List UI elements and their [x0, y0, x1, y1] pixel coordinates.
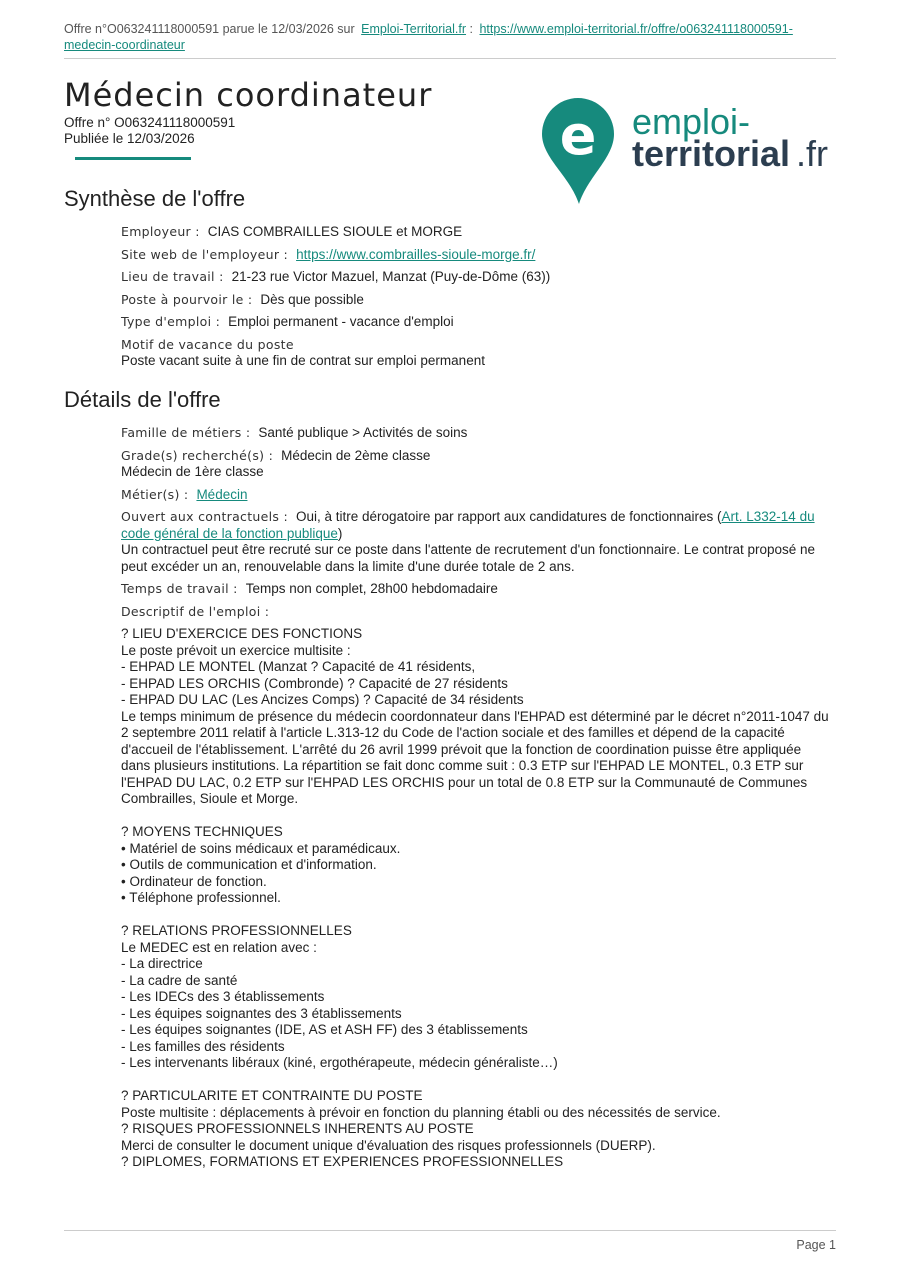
descriptif-line: - Les intervenants libéraux (kiné, ergothérapeute, médecin généraliste…)	[121, 1055, 558, 1070]
employeur-label: Employeur :	[121, 224, 200, 239]
accent-bar	[75, 157, 191, 160]
details-section	[121, 425, 831, 1171]
svg-text:emploi-: emploi-	[632, 101, 751, 142]
descriptif-line: ? RISQUES PROFESSIONNELS INHERENTS AU POSTE	[121, 1121, 474, 1136]
emploi-territorial-logo	[540, 96, 830, 213]
descriptif-row	[121, 604, 831, 621]
grade-row	[121, 448, 831, 481]
type-label: Type d'emploi :	[121, 314, 221, 329]
descriptif-label: Descriptif de l'emploi :	[121, 603, 270, 619]
lieu-value: 21-23 rue Victor Mazuel, Manzat (Puy-de-Dôme (63))	[231, 269, 551, 284]
descriptif-line	[121, 808, 831, 825]
famille-label: Famille de métiers :	[121, 425, 251, 440]
motif-label: Motif de vacance du poste	[121, 336, 294, 352]
temps-row	[121, 581, 831, 598]
metier-link[interactable]: Médecin	[196, 486, 248, 502]
descriptif-line: - Les équipes soignantes (IDE, AS et ASH FF) des 3 établissements	[121, 1022, 528, 1037]
employeur-value: CIAS COMBRAILLES SIOULE et MORGE	[207, 224, 463, 239]
descriptif-line	[121, 907, 831, 924]
descriptif-line: - EHPAD LES ORCHIS (Combronde) ? Capacité de 27 résidents	[121, 675, 508, 691]
employer-site-link[interactable]: https://www.combrailles-sioule-morge.fr/	[296, 246, 536, 262]
grade-value-2: Médecin de 1ère classe	[121, 464, 264, 479]
descriptif-line: ? LIEU D'EXERCICE DES FONCTIONS	[121, 626, 363, 641]
descriptif-line: • Outils de communication et d'information.	[121, 857, 377, 872]
site-row	[121, 247, 831, 264]
descriptif-line: - EHPAD LE MONTEL (Manzat ? Capacité de 41 résidents,	[121, 659, 476, 674]
page-title: Médecin coordinateur	[64, 76, 433, 114]
poste-label: Poste à pourvoir le :	[121, 291, 253, 307]
descriptif-line: Le temps minimum de présence du médecin coordonnateur dans l'EHPAD est déterminé par le décret n°2011-1047 du 2 septembre 2011 relatif à l'article L.313-12 du Code de l'action sociale et des familles et dépend de la capacité d'accueil de l'établissement. L'arrêté du 26 avril 1999 prévoit que la fonction de coordination puisse être appliquée dans plusieurs institutions. La répartition se fait donc comme suit : 0.3 ETP sur l'EHPAD LE MONTEL, 0.3 ETP sur l'EHPAD DU LAC, 0.2 ETP sur l'EHPAD LES ORCHIS pour un total de 0.8 ETP sur la Communauté de Communes Combrailles, Sioule et Morge.	[121, 708, 829, 806]
page-number: Page 1	[796, 1238, 836, 1252]
metier-row	[121, 487, 831, 504]
synthese-section	[121, 224, 831, 376]
descriptif-line: • Téléphone professionnel.	[121, 890, 281, 905]
descriptif-line: - EHPAD DU LAC (Les Ancizes Comps) ? Capacité de 34 résidents	[121, 692, 524, 707]
grade-label: Grade(s) recherché(s) :	[121, 447, 274, 463]
motif-value: Poste vacant suite à une fin de contrat sur emploi permanent	[121, 353, 485, 368]
contractuels-value: Oui, à titre dérogatoire par rapport aux candidatures de fonctionnaires (	[296, 509, 722, 524]
descriptif-line: - Les IDECs des 3 établissements	[121, 989, 325, 1004]
contractuels-end: )	[337, 525, 343, 541]
type-value: Emploi permanent - vacance d'emploi	[228, 314, 454, 329]
svg-text:.fr: .fr	[796, 133, 828, 174]
descriptif-line: Merci de consulter le document unique d'évaluation des risques professionnels (DUERP).	[121, 1137, 656, 1153]
article-link[interactable]: Art. L332-14 du code général de la fonction publique	[121, 509, 815, 541]
descriptif-line: - Les familles des résidents	[121, 1038, 285, 1054]
lieu-label: Lieu de travail :	[121, 269, 224, 284]
descriptif-line: ? PARTICULARITE ET CONTRAINTE DU POSTE	[121, 1088, 423, 1103]
employeur-row	[121, 224, 831, 241]
descriptif-line: Le poste prévoit un exercice multisite :	[121, 642, 351, 658]
poste-row	[121, 292, 831, 309]
contractuels-note: Un contractuel peut être recruté sur ce poste dans l'attente de recrutement d'un fonctionnaire. Le contrat proposé ne peut excéder un an, renouvelable dans la limite d'une durée totale de 2 ans.	[121, 542, 816, 574]
famille-row	[121, 425, 831, 442]
descriptif-line: - La cadre de santé	[121, 972, 238, 988]
lieu-row	[121, 269, 831, 286]
metier-label: Métier(s) :	[121, 486, 189, 502]
svg-text:e: e	[559, 104, 597, 167]
descriptif-line: ? MOYENS TECHNIQUES	[121, 824, 283, 839]
descriptif-line: Poste multisite : déplacements à prévoir en fonction du planning établi ou des nécessités de service.	[121, 1104, 721, 1120]
published-date: Publiée le 12/03/2026	[64, 131, 195, 146]
descriptif-text	[121, 626, 831, 1171]
descriptif-line: Le MEDEC est en relation avec :	[121, 939, 317, 955]
motif-row	[121, 337, 831, 370]
grade-value-1: Médecin de 2ème classe	[281, 447, 431, 463]
synthese-heading: Synthèse de l'offre	[64, 186, 246, 211]
offer-source-line	[64, 21, 804, 53]
svg-text:territorial: territorial	[632, 133, 791, 174]
poste-value: Dès que possible	[260, 291, 364, 307]
details-heading: Détails de l'offre	[64, 387, 221, 412]
source-prefix: Offre n°O063241118000591 parue le 12/03/2026 sur	[64, 22, 355, 36]
type-row	[121, 314, 831, 331]
temps-label: Temps de travail :	[121, 581, 238, 596]
site-label: Site web de l'employeur :	[121, 246, 289, 262]
temps-value: Temps non complet, 28h00 hebdomadaire	[245, 581, 498, 596]
top-divider	[64, 58, 836, 59]
descriptif-line: - Les équipes soignantes des 3 établissements	[121, 1005, 402, 1021]
descriptif-line: ? DIPLOMES, FORMATIONS ET EXPERIENCES PROFESSIONNELLES	[121, 1154, 564, 1169]
descriptif-line	[121, 1072, 831, 1089]
contractuels-row	[121, 509, 831, 575]
descriptif-line: • Ordinateur de fonction.	[121, 873, 267, 889]
site-link[interactable]: Emploi-Territorial.fr	[361, 22, 467, 36]
bottom-divider	[64, 1230, 836, 1231]
separator: :	[469, 22, 473, 36]
descriptif-line: • Matériel de soins médicaux et paramédicaux.	[121, 840, 401, 856]
descriptif-line: ? RELATIONS PROFESSIONNELLES	[121, 923, 352, 938]
offer-meta	[64, 115, 235, 147]
descriptif-line: - La directrice	[121, 956, 203, 971]
offer-url-link[interactable]: https://www.emploi-territorial.fr/offre/o063241118000591-medecin-coordinateur	[64, 22, 793, 52]
famille-value: Santé publique > Activités de soins	[258, 425, 468, 440]
contractuels-label: Ouvert aux contractuels :	[121, 509, 289, 524]
offer-number: Offre n° O063241118000591	[64, 115, 236, 130]
